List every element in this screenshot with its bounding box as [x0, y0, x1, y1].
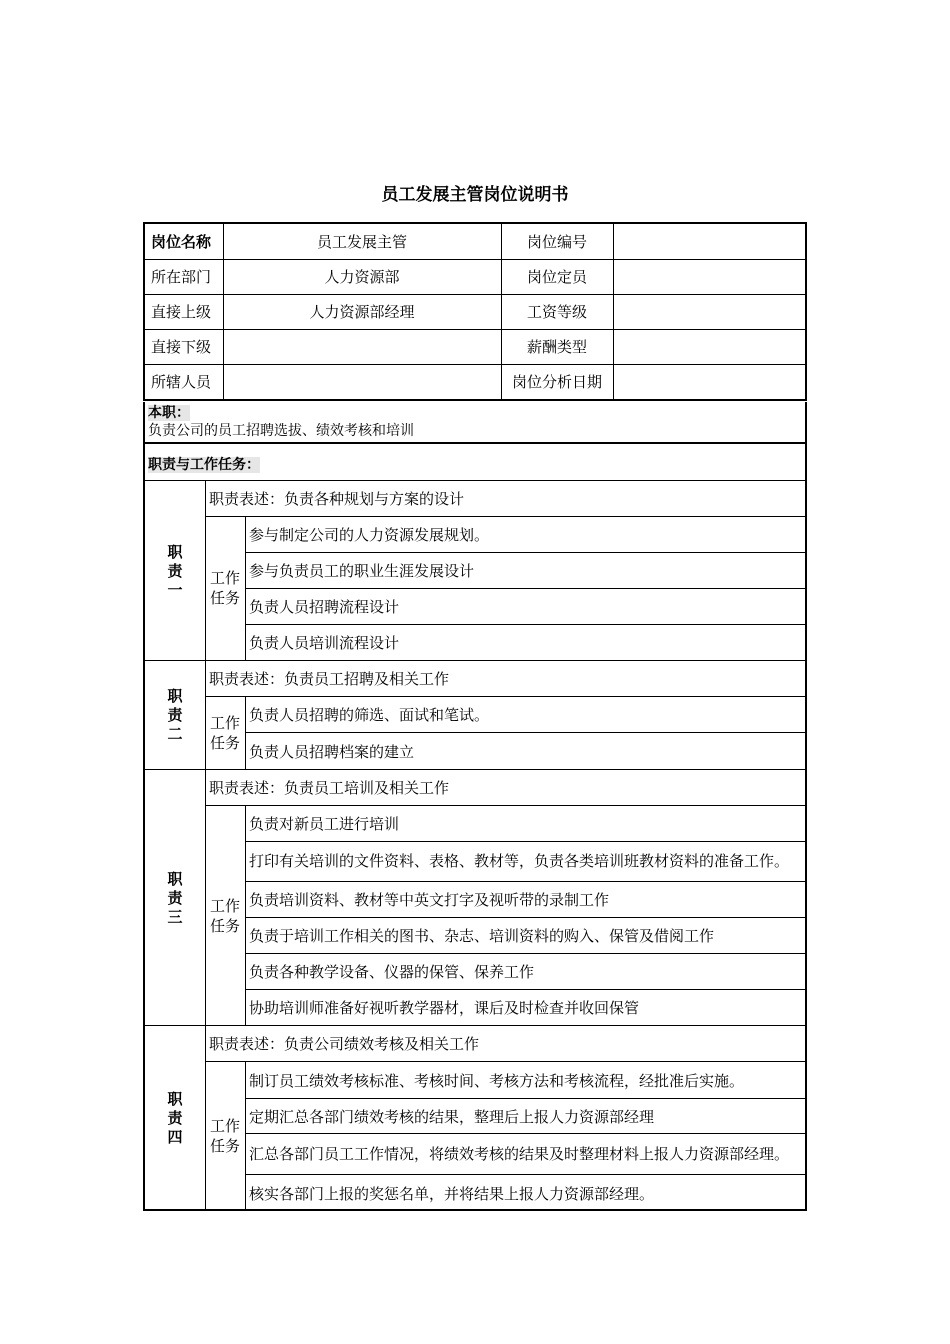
info-label: 直接上级: [145, 294, 223, 329]
info-label: 工资等级: [501, 294, 613, 329]
info-label: 岗位定员: [501, 259, 613, 294]
info-value: [613, 294, 805, 329]
duty-desc: 职责表述：负责员工培训及相关工作: [205, 769, 805, 805]
info-value: [223, 329, 501, 364]
duty-label: 职 责 三: [167, 870, 183, 926]
info-row: [145, 224, 805, 259]
duty-desc: 职责表述：负责员工招聘及相关工作: [205, 660, 805, 696]
task-item: 负责人员招聘档案的建立: [245, 732, 805, 769]
info-value: [223, 364, 501, 399]
task-item: 负责对新员工进行培训: [245, 805, 805, 841]
info-label: 岗位名称: [145, 224, 223, 259]
task-item: 制订员工绩效考核标准、考核时间、考核方法和考核流程，经批准后实施。: [245, 1061, 805, 1098]
task-item: 负责人员培训流程设计: [245, 624, 805, 660]
duty-desc: 职责表述：负责各种规划与方案的设计: [209, 489, 465, 508]
duty-label: 职 责 四: [167, 1090, 183, 1146]
info-value: 人力资源部经理: [223, 294, 501, 329]
info-value: [613, 224, 805, 259]
info-label: 所在部门: [145, 259, 223, 294]
document-title: 员工发展主管岗位说明书: [381, 185, 569, 205]
task-label: 工作 任务: [209, 1117, 240, 1155]
task-label: 工作 任务: [209, 569, 240, 607]
info-value: [613, 364, 805, 399]
info-row: [145, 364, 805, 399]
duties-header: 职责与工作任务：: [148, 457, 260, 473]
info-row: [145, 294, 805, 329]
duties-header-section: [143, 444, 807, 481]
benzhi-label: 本职：: [148, 405, 190, 421]
info-label: 岗位编号: [501, 224, 613, 259]
info-value: [613, 259, 805, 294]
benzhi-section: [143, 402, 807, 444]
benzhi-text: 负责公司的员工招聘选拔、绩效考核和培训: [148, 423, 414, 439]
duty-label: 职 责 一: [167, 543, 183, 599]
info-row: [145, 259, 805, 294]
task-item: 负责各种教学设备、仪器的保管、保养工作: [245, 953, 805, 989]
job-info-table: [143, 222, 807, 401]
task-item: 负责于培训工作相关的图书、杂志、培训资料的购入、保管及借阅工作: [245, 917, 805, 953]
task-label: 工作 任务: [209, 714, 240, 752]
task-item: 负责培训资料、教材等中英文打字及视听带的录制工作: [245, 881, 805, 917]
task-label: 工作 任务: [209, 897, 240, 935]
info-label: 直接下级: [145, 329, 223, 364]
duty-label: 职 责 二: [167, 687, 183, 743]
duties-body: [143, 480, 807, 1211]
task-item: 负责人员招聘流程设计: [245, 588, 805, 624]
task-item: 参与制定公司的人力资源发展规划。: [245, 516, 805, 552]
task-item: 参与负责员工的职业生涯发展设计: [245, 552, 805, 588]
info-value: [613, 329, 805, 364]
info-value: 员工发展主管: [223, 224, 501, 259]
info-label: 薪酬类型: [501, 329, 613, 364]
info-label: 岗位分析日期: [501, 364, 613, 399]
task-item: 打印有关培训的文件资料、表格、教材等，负责各类培训班教材资料的准备工作。: [245, 841, 805, 881]
info-row: [145, 329, 805, 364]
task-item: 汇总各部门员工工作情况，将绩效考核的结果及时整理材料上报人力资源部经理。: [245, 1133, 805, 1174]
duty-desc: 职责表述：负责公司绩效考核及相关工作: [205, 1025, 805, 1061]
task-item: 定期汇总各部门绩效考核的结果，整理后上报人力资源部经理: [245, 1098, 805, 1133]
info-label: 所辖人员: [145, 364, 223, 399]
task-item: 负责人员招聘的筛选、面试和笔试。: [245, 696, 805, 732]
task-item: 协助培训师准备好视听教学器材，课后及时检查并收回保管: [245, 989, 805, 1025]
info-value: 人力资源部: [223, 259, 501, 294]
task-item: 核实各部门上报的奖惩名单，并将结果上报人力资源部经理。: [245, 1174, 805, 1211]
